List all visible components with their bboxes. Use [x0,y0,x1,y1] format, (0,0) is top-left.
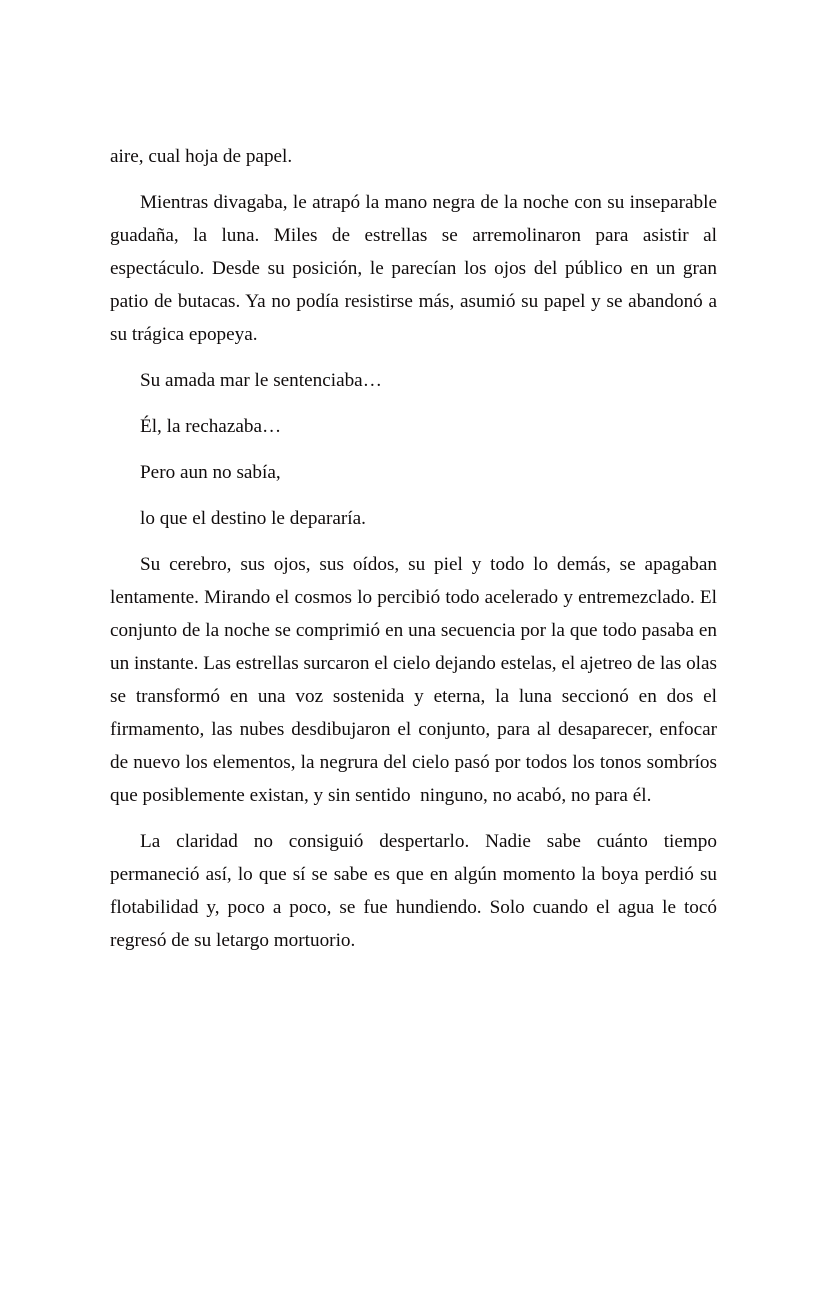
short-line-su-amada-mar: Su amada mar le sentenciaba… [140,370,382,391]
body-text-block [110,140,722,957]
short-line-pero-aun-no-sabia: Pero aun no sabía, [140,462,281,483]
paragraph-la-claridad: La claridad no consiguió despertarlo. Nadie sabe cuánto tiempo permaneció así, lo que sí se sabe es que en algún momento la boya perdió su flotabilidad y, poco a poco, se fue hundiendo. Solo cuando el agua le tocó regresó de su letargo mortuorio. [110,831,722,951]
paragraph-mientras-divagaba: Mientras divagaba, le atrapó la mano negra de la noche con su inseparable guadaña, la luna. Miles de estrellas se arremolinaron para asistir al espectáculo. Desde su posición, le parecían los ojos del público en un gran patio de butacas. Ya no podía resistirse más, asumió su papel y se abandonó a su trágica epopeya. [110,192,722,345]
short-line-el-la-rechazaba: Él, la rechazaba… [140,416,282,437]
short-line-lo-que-el-destino: lo que el destino le depararía. [140,508,366,529]
paragraph-su-cerebro: Su cerebro, sus ojos, sus oídos, su piel y todo lo demás, se apagaban lentamente. Mirando el cosmos lo percibió todo acelerado y entremezclado. El conjunto de la noche se comprimió en una secuencia por la que todo pasaba en un instante. Las estrellas surcaron el cielo dejando estelas, el ajetreo de las olas se transformó en una voz sostenida y eterna, la luna seccionó en dos el firmamento, las nubes desdibujaron el conjunto, para al desaparecer, enfocar de nuevo los elementos, la negrura del cielo pasó por todos los tonos sombríos que posiblemente existan, y sin sentido ninguno, no acabó, no para él. [110,554,722,806]
paragraph-continuation-line: aire, cual hoja de papel. [110,146,293,167]
